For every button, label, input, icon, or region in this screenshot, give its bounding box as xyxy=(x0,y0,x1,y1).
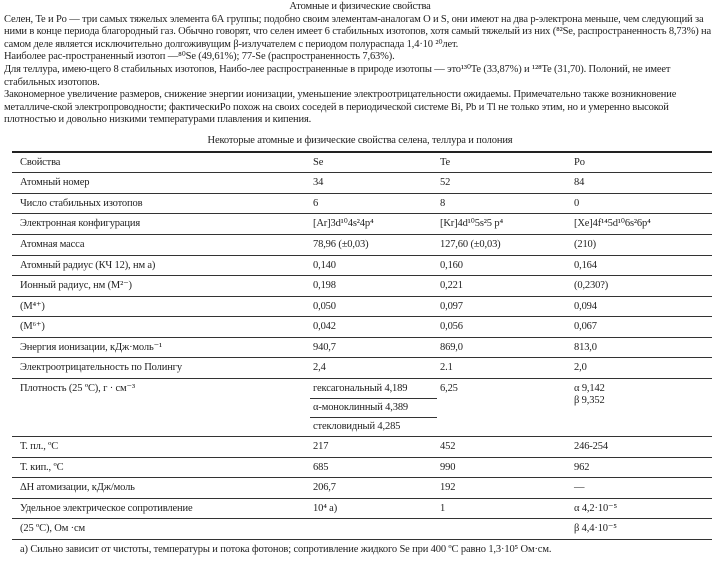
cell-te: 869,0 xyxy=(440,341,463,353)
row-label: (M⁴⁺) xyxy=(20,300,45,312)
cell-se: 0,042 xyxy=(313,321,336,333)
cell-te: 0,056 xyxy=(440,321,463,333)
paragraph-selenium-isotope: Наиболее рас-пространенный изотоп —⁸⁰Se (49,61%); 77-Se (распространенность 7,63%). xyxy=(4,51,395,63)
row-label: Удельное электрическое сопротивление xyxy=(20,502,193,514)
cell-po: β 9,352 xyxy=(574,395,605,407)
row-label: Число стабильных изотопов xyxy=(20,197,143,209)
cell-te: 192 xyxy=(440,482,456,494)
cell-se: гексагональный 4,189 xyxy=(313,383,408,395)
paragraph-intro: Селен, Te и Po — три самых тяжелых элемента 6А группы; подобно своим элементам-аналогам O и S, они имеют на два р-электрона меньше, чем следующий за ними в конце периода благородный газ. Обычно говорят, что селен имеет 6 стабильных изотопов, хотя самый тяжелый из них (⁸²Se, распространенность 8,73%) на самом деле является исключительно долгоживущим β-излучателем с периодом полураспада 1,4·10 ²⁰лет. xyxy=(4,13,711,50)
cell-te: 990 xyxy=(440,461,456,473)
row-label: Атомная масса xyxy=(20,238,85,250)
table-row xyxy=(12,256,712,277)
cell-se: 0,050 xyxy=(313,300,336,312)
cell-po: (0,230?) xyxy=(574,280,609,292)
table-caption: Некоторые атомные и физические свойства селена, теллура и полония xyxy=(207,134,513,146)
cell-po: 84 xyxy=(574,177,585,189)
cell-po: (210) xyxy=(574,238,596,250)
cell-se: 0,140 xyxy=(313,259,336,271)
density-se-modification xyxy=(310,379,437,399)
cell-se: 940,7 xyxy=(313,341,336,353)
row-label: Электроотрицательность по Полингу xyxy=(20,362,182,374)
table-row xyxy=(12,338,712,359)
cell-se: [Ar]3d¹⁰4s²4p⁴ xyxy=(313,218,374,230)
table-row xyxy=(12,458,712,479)
table-row xyxy=(12,194,712,215)
cell-po: 0 xyxy=(574,197,580,209)
table-row xyxy=(12,519,712,540)
table-row xyxy=(12,297,712,318)
cell-po: 0,094 xyxy=(574,300,597,312)
cell-po: 0,067 xyxy=(574,321,597,333)
table-row xyxy=(12,358,712,379)
density-se-modification xyxy=(310,417,437,436)
cell-te: 8 xyxy=(440,197,446,209)
table-header-row xyxy=(12,153,712,174)
cell-se: 10⁴ а) xyxy=(313,502,338,514)
row-label: Электронная конфигурация xyxy=(20,218,141,230)
cell-se: 78,96 (±0,03) xyxy=(313,238,369,250)
row-label: Атомный номер xyxy=(20,177,90,189)
cell-se: α-моноклинный 4,389 xyxy=(313,402,409,414)
cell-te: 0,221 xyxy=(440,280,463,292)
cell-te: 452 xyxy=(440,441,456,453)
cell-te: 52 xyxy=(440,177,451,189)
cell-po: 246-254 xyxy=(574,441,608,453)
row-label: Ионный радиус, нм (M²⁻) xyxy=(20,280,132,292)
density-se-modification xyxy=(310,398,437,418)
table-row xyxy=(12,499,712,520)
table-row xyxy=(12,317,712,338)
cell-po: — xyxy=(574,482,585,494)
row-label: Плотность (25 ºC), г · см⁻³ xyxy=(20,383,135,395)
cell-te: 0,097 xyxy=(440,300,463,312)
row-label: Энергия ионизации, кДж·моль⁻¹ xyxy=(20,341,163,353)
cell-po: [Xe]4f¹⁴5d¹⁰6s²6p⁴ xyxy=(574,218,651,230)
table-row xyxy=(12,437,712,458)
cell-se: 685 xyxy=(313,461,329,473)
cell-te: 127,60 (±0,03) xyxy=(440,238,501,250)
row-label: (M⁶⁺) xyxy=(20,321,45,333)
cell-se: 0,198 xyxy=(313,280,336,292)
cell-po: α 4,2·10⁻⁵ xyxy=(574,502,617,514)
table-row xyxy=(12,478,712,499)
cell-se: 34 xyxy=(313,177,324,189)
cell-se: 206,7 xyxy=(313,482,336,494)
table-row xyxy=(12,235,712,256)
cell-se: стекловидный 4,285 xyxy=(313,421,401,433)
paragraph-trends: Закономерное увеличение размеров, снижение энергии ионизации, уменьшение электроотрицательности ожидаемы. Примечательно также возникновение металличе-ской электропроводности; фактическиPo похож на своих соседей в периодической системе Bi, Pb и Tl не только этим, но и умеренно высокой плотностью и довольно низкими температурами плавления и кипения. xyxy=(4,89,677,126)
cell-se: 6 xyxy=(313,197,319,209)
section-title: Атомные и физические свойства xyxy=(289,1,431,12)
row-label: (25 ºC), Ом ·см xyxy=(20,523,86,535)
row-label: Т. пл., ºC xyxy=(20,441,59,453)
cell-te: Te xyxy=(440,156,451,168)
paragraph-tellurium: Для теллура, имею-щего 8 стабильных изотопов, Наибо-лее распространенные в природе изотопы — это¹³⁰Te (33,87%) и ¹²⁸Te (31,70). Полоний, не имеет стабильных изотопов. xyxy=(4,63,671,88)
cell-po: 0,164 xyxy=(574,259,597,271)
cell-te: 6,25 xyxy=(440,383,458,395)
cell-te: 0,160 xyxy=(440,259,463,271)
row-label: Т. кип., ºC xyxy=(20,461,64,473)
cell-po: α 9,142 xyxy=(574,383,605,395)
cell-po: Po xyxy=(574,156,585,168)
cell-se: 2,4 xyxy=(313,362,326,374)
cell-po: 962 xyxy=(574,461,590,473)
table-row xyxy=(12,276,712,297)
properties-table xyxy=(12,151,712,541)
table-row-density xyxy=(12,379,712,437)
cell-po: 813,0 xyxy=(574,341,597,353)
row-label: Атомный радиус (КЧ 12), нм а) xyxy=(20,259,156,271)
cell-te: 1 xyxy=(440,502,446,514)
row-label: Свойства xyxy=(20,156,61,168)
cell-po: β 4,4·10⁻⁵ xyxy=(574,523,617,535)
cell-se: Se xyxy=(313,156,324,168)
table-footnote: а) Сильно зависит от чистоты, температуры и потока фотонов; сопротивление жидкого Se при 400 ºC равно 1,3·10⁵ Ом·см. xyxy=(20,544,552,556)
row-label: ΔН атомизации, кДж/моль xyxy=(20,482,135,494)
cell-te: [Kr]4d¹⁰5s²5 p⁴ xyxy=(440,218,503,230)
cell-po: 2,0 xyxy=(574,362,587,374)
table-row xyxy=(12,173,712,194)
cell-se: 217 xyxy=(313,441,329,453)
cell-te: 2.1 xyxy=(440,362,453,374)
table-row xyxy=(12,214,712,235)
